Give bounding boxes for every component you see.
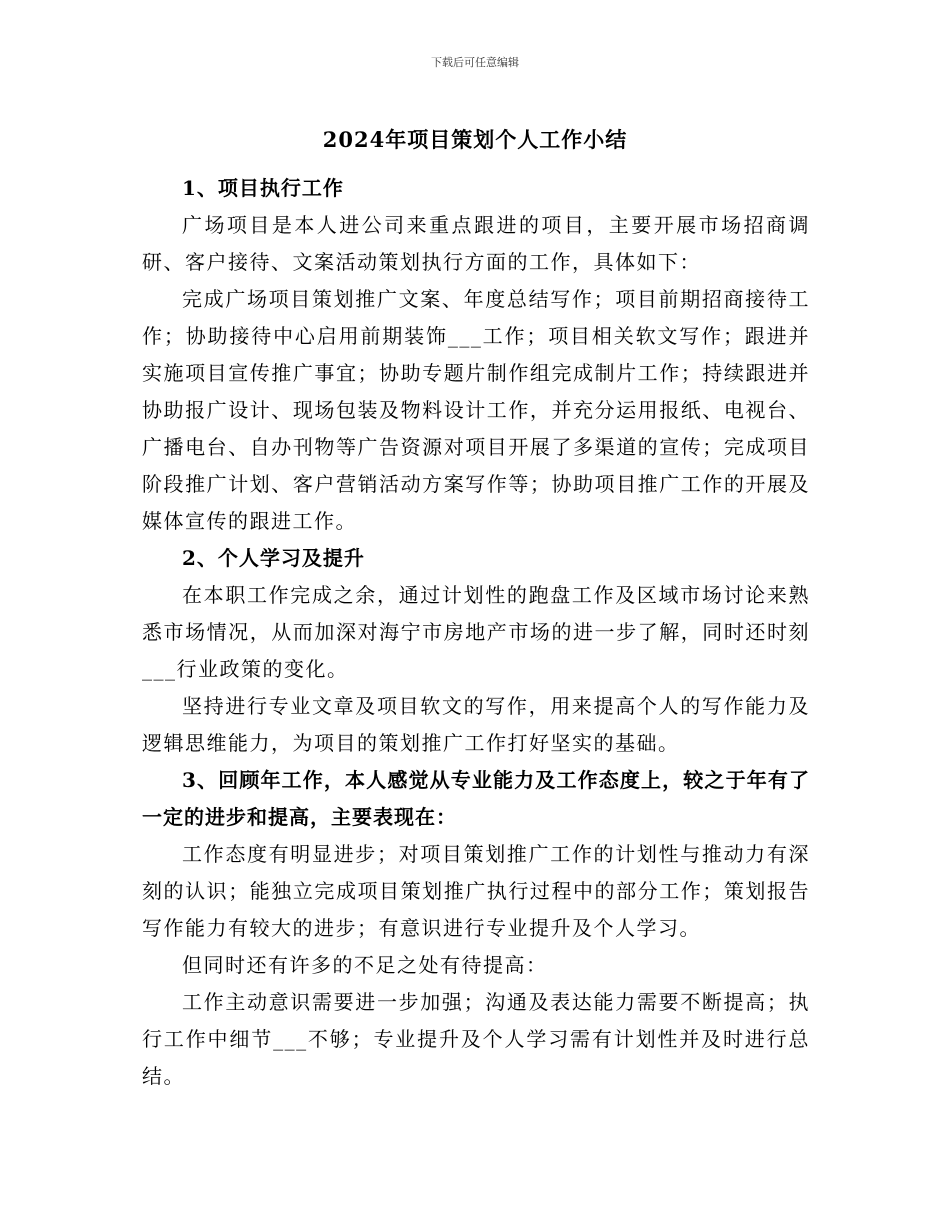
section-1-heading: 1、项目执行工作 [182,176,344,200]
section-1-paragraph-1: 广场项目是本人进公司来重点跟进的项目，主要开展市场招商调研、客户接待、文案活动策划执行方面的工作，具体如下： [142,213,810,274]
section-3-paragraph-1: 工作态度有明显进步；对项目策划推广工作的计划性与推动力有深刻的认识；能独立完成项目策划推广执行过程中的部分工作；策划报告写作能力有较大的进步；有意识进行专业提升及个人学习。 [142,842,810,940]
document-title: 2024年项目策划个人工作小结 [322,127,628,152]
section-2-heading: 2、个人学习及提升 [182,546,365,570]
section-3-heading: 3、回顾年工作，本人感觉从专业能力及工作态度上，较之于年有了一定的进步和提高，主要表现在： [142,768,810,829]
document-body [142,170,810,1095]
section-3-paragraph-3: 工作主动意识需要进一步加强；沟通及表达能力需要不断提高；执行工作中细节___不够；专业提升及个人学习需有计划性并及时进行总结。 [142,990,810,1088]
section-3-paragraph-2: 但同时还有许多的不足之处有待提高： [182,953,548,977]
section-2-paragraph-1: 在本职工作完成之余，通过计划性的跑盘工作及区域市场讨论来熟悉市场情况，从而加深对海宁市房地产市场的进一步了解，同时还时刻___行业政策的变化。 [142,583,810,681]
section-2-paragraph-2: 坚持进行专业文章及项目软文的写作，用来提高个人的写作能力及逻辑思维能力，为项目的策划推广工作打好坚实的基础。 [142,694,810,755]
section-1-paragraph-2: 完成广场项目策划推广文案、年度总结写作；项目前期招商接待工作；协助接待中心启用前期装饰___工作；项目相关软文写作；跟进并实施项目宣传推广事宜；协助专题片制作组完成制片工作；持续跟进并协助报广设计、现场包装及物料设计工作，并充分运用报纸、电视台、广播电台、自办刊物等广告资源对项目开展了多渠道的宣传；完成项目阶段推广计划、客户营销活动方案写作等；协助项目推广工作的开展及媒体宣传的跟进工作。 [142,287,810,533]
header-note: 下载后可任意编辑 [431,56,519,69]
